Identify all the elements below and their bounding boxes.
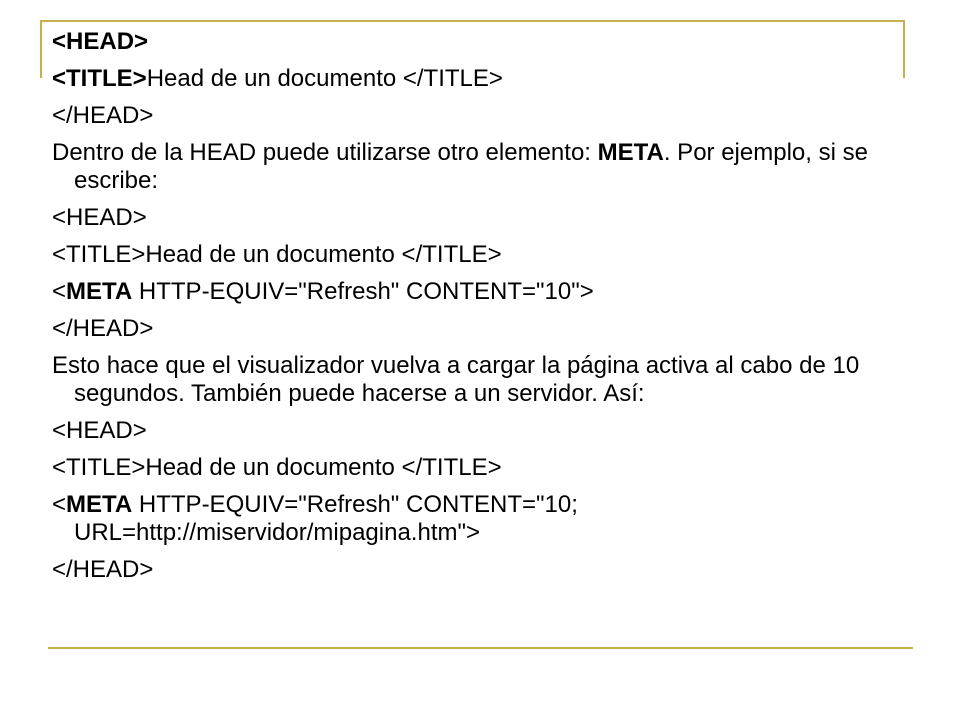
explanation-meta: Dentro de la HEAD puede utilizarse otro elemento: META. Por ejemplo, si se escribe:: [52, 139, 868, 194]
code-line-head-close-3: </HEAD>: [52, 556, 154, 583]
bottom-rule: [48, 647, 913, 649]
code-line-head-close-2: </HEAD>: [52, 315, 154, 342]
code-line-head-close: </HEAD>: [52, 102, 154, 129]
explanation-reload: Esto hace que el visualizador vuelva a cargar la página activa al cabo de 10 segundos. También puede hacerse a un servidor. Así:: [52, 352, 860, 407]
top-rule: [40, 20, 905, 22]
code-line-meta-refresh: <META HTTP-EQUIV="Refresh" CONTENT="10">: [52, 278, 594, 305]
left-rule: [40, 20, 42, 78]
slide-body: [52, 28, 892, 593]
code-line-head-open: <HEAD>: [52, 28, 149, 55]
code-line-title-2: <TITLE>Head de un documento </TITLE>: [52, 241, 502, 268]
code-line-head-open-3: <HEAD>: [52, 417, 147, 444]
code-line-title: <TITLE>Head de un documento </TITLE>: [52, 65, 503, 92]
code-line-title-3: <TITLE>Head de un documento </TITLE>: [52, 454, 502, 481]
code-line-meta-url: <META HTTP-EQUIV="Refresh" CONTENT="10; URL=http://miservidor/mipagina.htm">: [52, 491, 578, 546]
right-rule: [903, 20, 905, 78]
code-line-head-open-2: <HEAD>: [52, 204, 147, 231]
